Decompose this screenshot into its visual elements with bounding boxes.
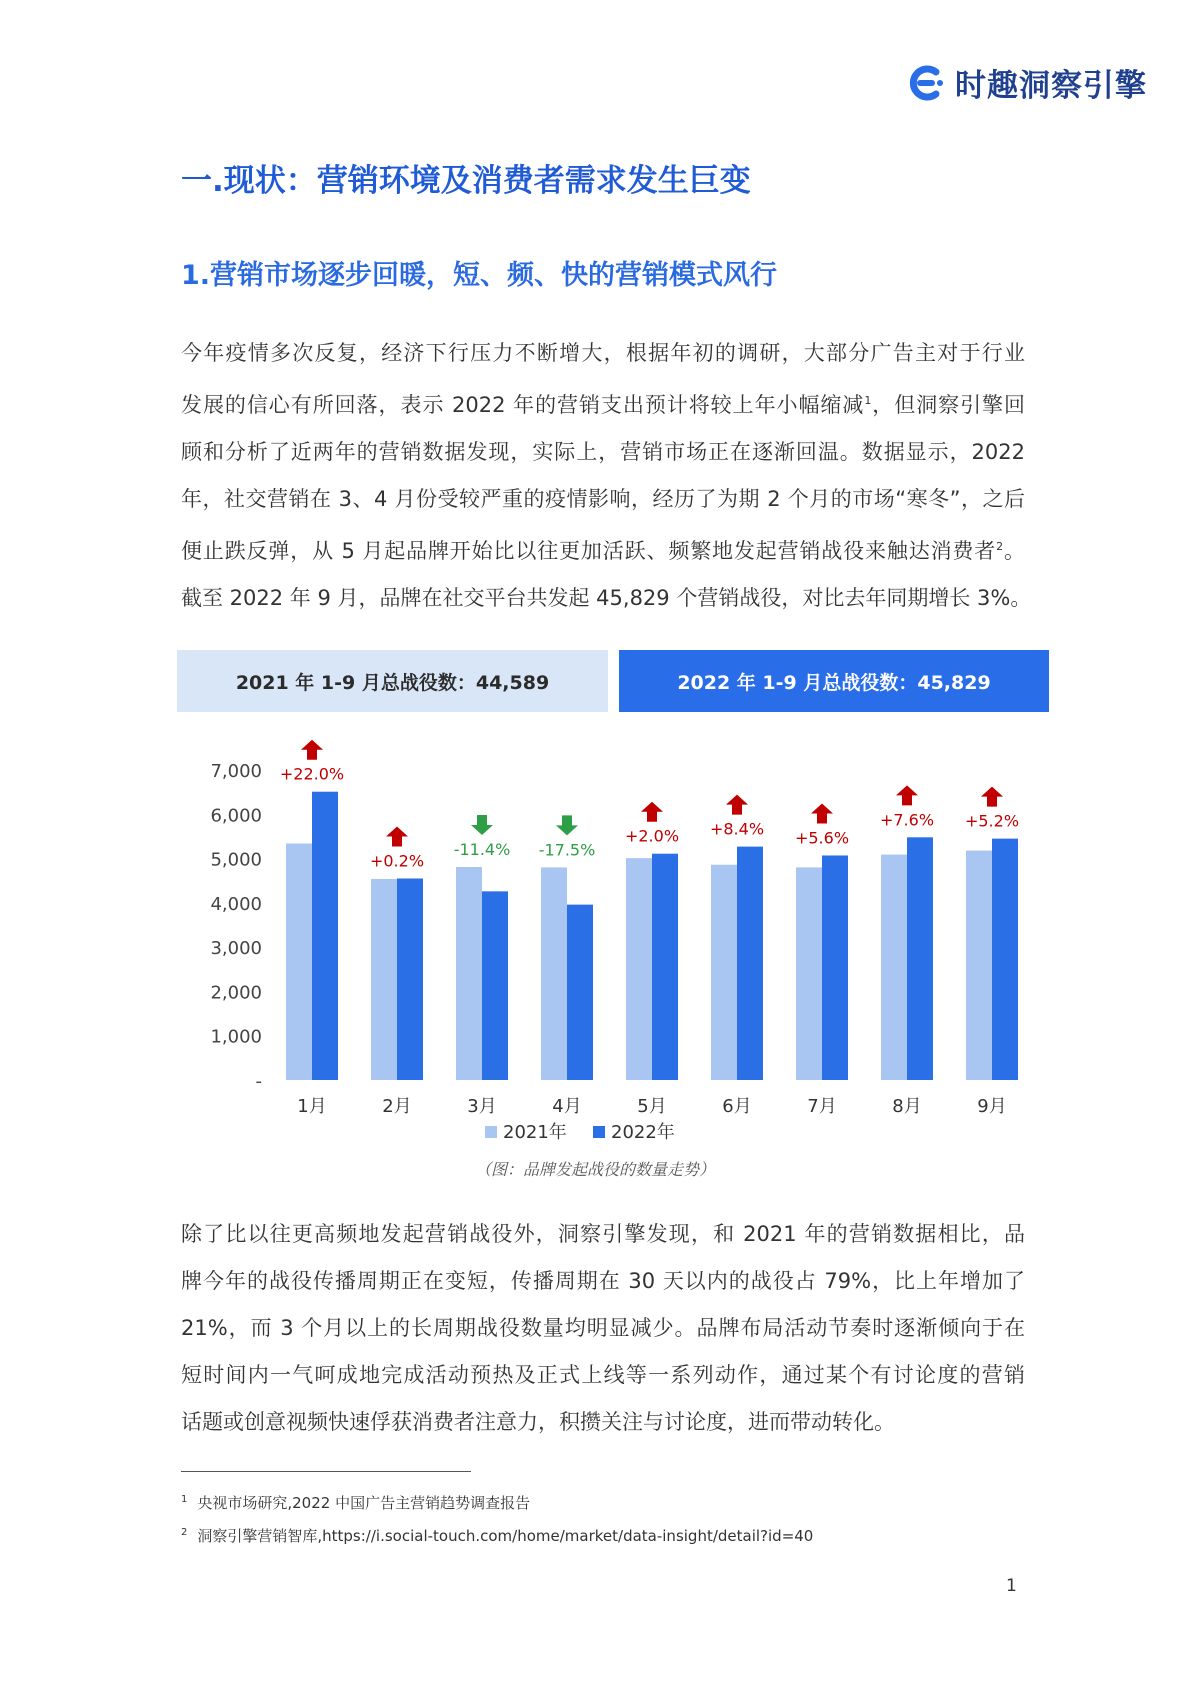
bar-2021	[966, 851, 992, 1080]
y-tick-label: 4,000	[210, 893, 262, 915]
bar-2021	[541, 867, 567, 1080]
bar-2021	[371, 879, 397, 1080]
bar-2022	[567, 905, 593, 1080]
logo-text: 时趣洞察引擎	[955, 68, 1147, 104]
line-text: 便止跌反弹，从 5 月起品牌开始比以往更加活跃、频繁地发起营销战役来触达消费者	[181, 539, 997, 563]
bar-2022	[312, 792, 338, 1080]
campaign-count-bar-chart	[177, 730, 1057, 1150]
y-tick-label: 2,000	[210, 982, 262, 1004]
bar-2022	[907, 837, 933, 1080]
paragraph-line: 除了比以往更高频地发起营销战役外，洞察引擎发现，和 2021 年的营销数据相比，品	[181, 1222, 1025, 1246]
x-tick-label: 1月	[297, 1096, 327, 1117]
change-label: +0.2%	[369, 851, 425, 871]
x-tick-label: 4月	[552, 1096, 582, 1117]
bar-2022	[737, 847, 763, 1080]
change-label: +8.4%	[709, 819, 765, 839]
legend-swatch	[593, 1126, 605, 1138]
up-arrow-icon	[811, 803, 833, 823]
change-label: +5.2%	[964, 811, 1020, 831]
subsection-title: 1.营销市场逐步回暖，短、频、快的营销模式风行	[181, 260, 778, 291]
x-tick-label: 5月	[637, 1096, 667, 1117]
change-label: -11.4%	[453, 839, 511, 859]
paragraph-line: 牌今年的战役传播周期正在变短，传播周期在 30 天以内的战役占 79%，比上年增加了	[181, 1269, 1025, 1293]
legend-label: 2022年	[611, 1122, 675, 1143]
paragraph-line: 年，社交营销在 3、4 月份受较严重的疫情影响，经历了为期 2 个月的市场“寒冬”，之后	[181, 487, 1025, 511]
section-title: 一.现状：营销环境及消费者需求发生巨变	[181, 163, 751, 199]
line-text: 。	[1003, 539, 1025, 563]
bar-2021	[456, 867, 482, 1080]
up-arrow-icon	[896, 785, 918, 805]
bar-2022	[482, 891, 508, 1080]
legend-swatch	[485, 1126, 497, 1138]
intro-paragraph	[181, 330, 1032, 622]
change-label: +7.6%	[879, 810, 935, 830]
paragraph-line: 顾和分析了近两年的营销数据发现，实际上，营销市场正在逐渐回温。数据显示，2022	[181, 440, 1025, 464]
paragraph-line: 短时间内一气呵成地完成活动预热及正式上线等一系列动作，通过某个有讨论度的营销	[181, 1363, 1025, 1387]
down-arrow-icon	[471, 815, 493, 835]
change-label: +22.0%	[279, 764, 345, 784]
body-paragraph	[181, 1211, 1025, 1446]
paragraph-line: 话题或创意视频快速俘获消费者注意力，积攒关注与讨论度，进而带动转化。	[181, 1410, 895, 1434]
x-tick-label: 2月	[382, 1096, 412, 1117]
bar-2021	[626, 858, 652, 1080]
line-text: 发展的信心有所回落，表示 2022 年的营销支出预计将较上年小幅缩减	[181, 393, 865, 417]
summary-2022-box: 2022 年 1-9 月总战役数：45,829	[619, 650, 1049, 712]
footnote-divider	[181, 1471, 471, 1472]
x-tick-label: 8月	[892, 1096, 922, 1117]
x-tick-label: 3月	[467, 1096, 497, 1117]
y-tick-label: 3,000	[210, 938, 262, 960]
bar-2022	[992, 839, 1018, 1080]
bar-2022	[822, 855, 848, 1080]
summary-2021-box: 2021 年 1-9 月总战役数：44,589	[177, 650, 608, 712]
brand-logo	[905, 60, 1147, 105]
y-tick-label: 6,000	[210, 805, 262, 827]
y-tick-label: 7,000	[210, 761, 262, 782]
paragraph-line: 截至 2022 年 9 月，品牌在社交平台共发起 45,829 个营销战役，对比去年同期增长 3%。	[181, 586, 1032, 610]
y-tick-label: 1,000	[210, 1026, 262, 1048]
paragraph-line	[181, 377, 1025, 429]
bar-2021	[796, 867, 822, 1080]
bar-2022	[397, 879, 423, 1081]
figure-caption: （图：品牌发起战役的数量走势）	[474, 1160, 715, 1179]
up-arrow-icon	[301, 740, 323, 760]
up-arrow-icon	[386, 827, 408, 847]
change-label: +2.0%	[624, 826, 680, 846]
bar-2021	[286, 844, 312, 1080]
change-label: -17.5%	[538, 840, 596, 860]
paragraph-line	[181, 523, 1025, 575]
footnote-ref[interactable]: 1	[864, 394, 872, 407]
page-number: 1	[1006, 1576, 1017, 1596]
footnote-text: 央视市场研究,2022 中国广告主营销趋势调查报告	[197, 1494, 531, 1512]
footnote-1	[181, 1492, 530, 1513]
footnote-number: 2	[181, 1527, 188, 1538]
footnote-ref[interactable]: 2	[996, 540, 1004, 553]
footnote-2	[181, 1525, 813, 1546]
bar-2022	[652, 854, 678, 1080]
footnote-number: 1	[181, 1494, 188, 1505]
y-tick-label: 5,000	[210, 849, 262, 871]
up-arrow-icon	[981, 787, 1003, 807]
x-tick-label: 9月	[977, 1096, 1007, 1117]
change-label: +5.6%	[794, 828, 850, 848]
up-arrow-icon	[726, 795, 748, 815]
social-touch-logo-icon	[905, 62, 947, 104]
x-tick-label: 6月	[722, 1096, 752, 1117]
down-arrow-icon	[556, 815, 578, 835]
paragraph-line: 21%，而 3 个月以上的长周期战役数量均明显减少。品牌布局活动节奏时逐渐倾向于在	[181, 1316, 1025, 1340]
legend-label: 2021年	[503, 1122, 567, 1143]
line-text: ，但洞察引擎回	[871, 393, 1026, 417]
y-tick-label: -	[255, 1071, 262, 1092]
bar-2021	[881, 855, 907, 1080]
up-arrow-icon	[641, 802, 663, 822]
x-tick-label: 7月	[807, 1096, 837, 1117]
footnote-text[interactable]: 洞察引擎营销智库,https://i.social-touch.com/home/market/data-insight/detail?id=40	[197, 1527, 814, 1545]
paragraph-line: 今年疫情多次反复，经济下行压力不断增大，根据年初的调研，大部分广告主对于行业	[181, 341, 1025, 365]
bar-2021	[711, 865, 737, 1080]
